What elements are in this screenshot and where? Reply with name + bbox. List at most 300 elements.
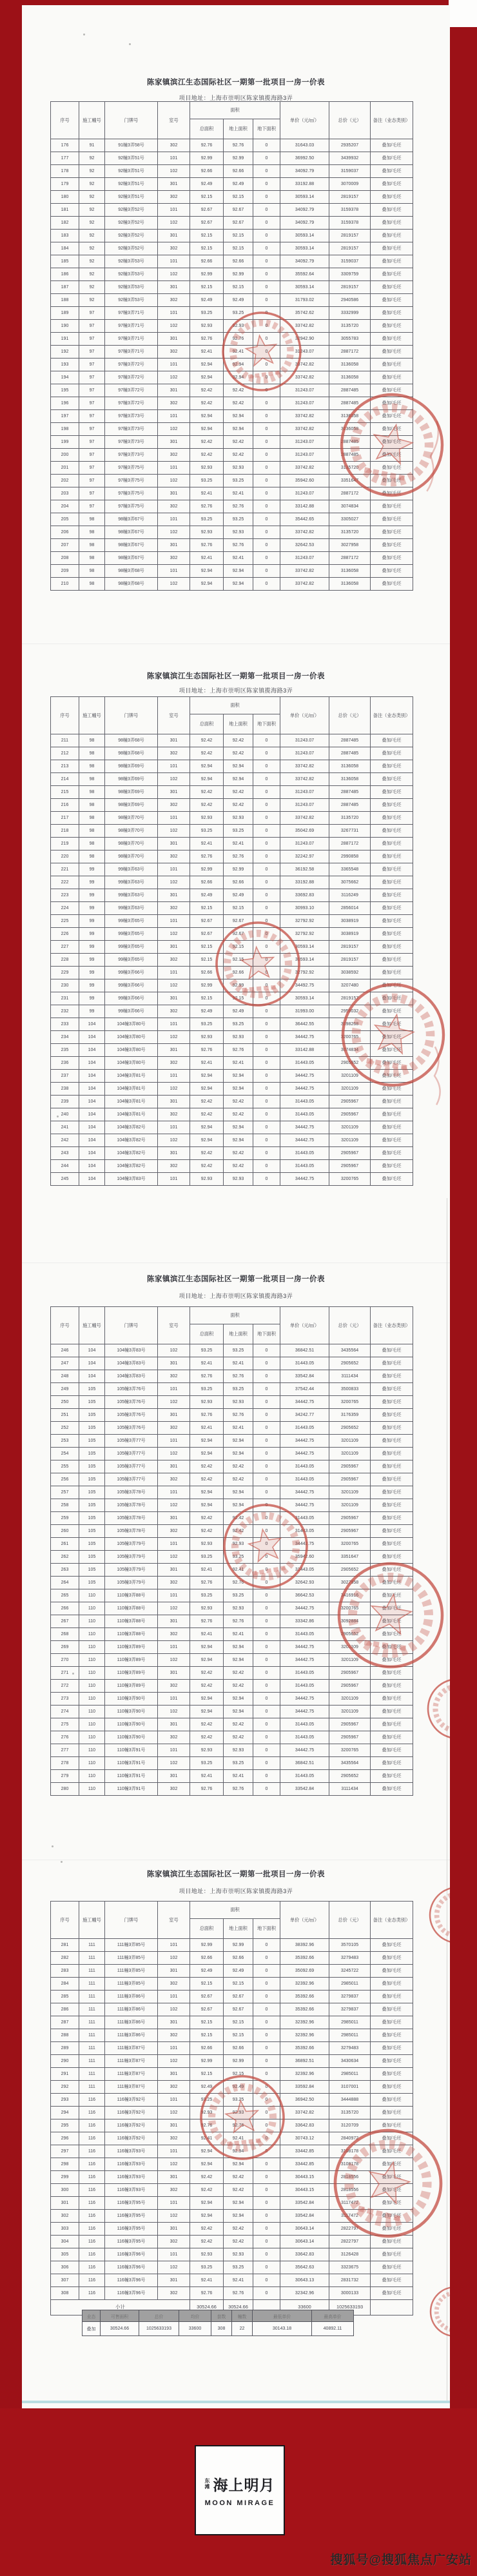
table-cell: 30993.10 <box>280 902 329 915</box>
table-cell: 92.42 <box>224 1667 253 1680</box>
table-cell: 99 <box>79 915 105 928</box>
table-cell: 0 <box>253 371 280 384</box>
table-cell: 92.76 <box>224 500 253 513</box>
table-cell: 2822797 <box>329 2236 371 2248</box>
table-cell: 247 <box>51 1357 79 1370</box>
table-cell: 116 <box>79 2171 105 2184</box>
table-cell: 92.94 <box>224 2158 253 2171</box>
table-cell: 92.15 <box>190 1978 224 1991</box>
table-cell: 3201109 <box>329 1134 371 1147</box>
table-cell: 2887172 <box>329 838 371 850</box>
table-cell: 3136058 <box>329 565 371 578</box>
table-cell: 3267731 <box>329 825 371 838</box>
table-cell: 289 <box>51 2042 79 2055</box>
table-cell: 102 <box>158 2055 190 2068</box>
table-cell: 234 <box>51 1031 79 1044</box>
table-cell: 180 <box>51 191 79 204</box>
table-cell: 32342.96 <box>280 2287 329 2300</box>
table-cell: 3070009 <box>329 178 371 191</box>
table-cell: 101 <box>158 1991 190 2003</box>
table-cell: 33542.84 <box>280 2197 329 2210</box>
table-cell: 92.94 <box>224 760 253 773</box>
table-row <box>51 941 413 954</box>
table-cell: 92.94 <box>224 1435 253 1448</box>
scan-speck <box>72 1673 74 1675</box>
table-cell: 287 <box>51 2016 79 2029</box>
table-cell: 274 <box>51 1706 79 1718</box>
table-cell: 92.93 <box>224 2248 253 2261</box>
table-cell: 92.15 <box>224 191 253 204</box>
table-cell: 105 <box>79 1383 105 1396</box>
table-cell: 116幢3弄95号 <box>105 2236 158 2248</box>
table-cell: 271 <box>51 1667 79 1680</box>
table-cell: 0 <box>253 475 280 487</box>
table-cell: 101 <box>158 1435 190 1448</box>
table-cell: 110幢3弄88号 <box>105 1628 158 1641</box>
table-cell: 0 <box>253 397 280 410</box>
table-cell: 33642.83 <box>280 2248 329 2261</box>
table-cell: 200 <box>51 449 79 462</box>
table-cell: 叠加/毛坯 <box>371 436 413 449</box>
table-row <box>51 539 413 552</box>
table-cell: 238 <box>51 1083 79 1096</box>
table-cell: 110幢3弄91号 <box>105 1744 158 1757</box>
table-cell: 0 <box>253 1783 280 1796</box>
table-cell: 34442.75 <box>280 1121 329 1134</box>
table-cell: 2905652 <box>329 1422 371 1435</box>
table-cell: 297 <box>51 2145 79 2158</box>
table-cell: 104 <box>79 1108 105 1121</box>
summary-header-row <box>83 2310 354 2322</box>
table-cell: 32392.96 <box>280 1978 329 1991</box>
table-cell: 3398268 <box>329 1018 371 1031</box>
table-cell: 0 <box>253 204 280 217</box>
table-cell: 302 <box>158 191 190 204</box>
table-cell: 97 <box>79 410 105 423</box>
table-cell: 93.25 <box>224 1344 253 1357</box>
table-cell: 2935207 <box>329 139 371 152</box>
table-cell: 101 <box>158 2145 190 2158</box>
table-cell: 267 <box>51 1615 79 1628</box>
table-cell: 0 <box>253 487 280 500</box>
table-cell: 93.25 <box>190 1589 224 1602</box>
table-cell: 3159378 <box>329 204 371 217</box>
table-cell: 92.99 <box>224 2055 253 2068</box>
table-cell: 2985011 <box>329 1978 371 1991</box>
table-cell: 92.93 <box>224 1538 253 1551</box>
table-cell: 92幢3弄52号 <box>105 242 158 255</box>
table-cell: 294 <box>51 2107 79 2119</box>
col-header-building: 施工幢号 <box>79 1307 105 1344</box>
table-cell: 0 <box>253 1057 280 1070</box>
table-cell: 102 <box>158 423 190 436</box>
table-row <box>51 1344 413 1357</box>
table-cell: 92.42 <box>224 1512 253 1525</box>
table-cell: 110 <box>79 1731 105 1744</box>
table-cell: 31443.05 <box>280 1512 329 1525</box>
table-cell: 223 <box>51 889 79 902</box>
table-cell: 92.41 <box>190 1057 224 1070</box>
table-cell: 0 <box>253 1965 280 1978</box>
table-cell: 2887172 <box>329 346 371 359</box>
price-table <box>50 101 413 591</box>
table-cell: 92.94 <box>224 1693 253 1706</box>
table-cell: 98幢3弄69号 <box>105 786 158 799</box>
table-cell: 32392.96 <box>280 2068 329 2081</box>
table-cell: 93.25 <box>190 1757 224 1770</box>
table-cell: 110幢3弄90号 <box>105 1693 158 1706</box>
table-cell: 叠加/毛坯 <box>371 139 413 152</box>
table-cell: 97 <box>79 500 105 513</box>
table-cell: 102 <box>158 165 190 178</box>
table-cell: 105 <box>79 1564 105 1577</box>
table-cell: 301 <box>158 384 190 397</box>
table-row <box>51 967 413 979</box>
table-cell: 288 <box>51 2029 79 2042</box>
table-cell: 105幢3弄79号 <box>105 1551 158 1564</box>
table-cell: 92.94 <box>224 2210 253 2223</box>
col-header-unit-price: 单价（元/㎡） <box>280 697 329 734</box>
table-cell: 176 <box>51 139 79 152</box>
table-row <box>51 436 413 449</box>
table-cell: 261 <box>51 1538 79 1551</box>
table-cell: 叠加/毛坯 <box>371 1370 413 1383</box>
table-cell: 111幢3弄86号 <box>105 2029 158 2042</box>
table-cell: 叠加/毛坯 <box>371 1344 413 1357</box>
table-cell: 36942.50 <box>280 2094 329 2107</box>
table-cell: 92.42 <box>224 1473 253 1486</box>
table-cell: 99幢3弄66号 <box>105 1005 158 1018</box>
table-cell: 102 <box>158 268 190 281</box>
table-row <box>51 230 413 242</box>
table-cell: 92.94 <box>190 2210 224 2223</box>
table-cell: 0 <box>253 889 280 902</box>
table-cell: 99幢3弄66号 <box>105 967 158 979</box>
table-cell: 叠加/毛坯 <box>371 1551 413 1564</box>
table-cell: 3305027 <box>329 513 371 526</box>
table-cell: 叠加/毛坯 <box>371 1654 413 1667</box>
col-header-remark: 备注（业态类别） <box>371 102 413 139</box>
table-cell: 33742.82 <box>280 410 329 423</box>
table-cell: 92.94 <box>190 1641 224 1654</box>
table-cell: 92.49 <box>190 2081 224 2094</box>
table-cell: 98 <box>79 539 105 552</box>
table-cell: 0 <box>253 747 280 760</box>
table-cell: 111幢3弄85号 <box>105 1952 158 1965</box>
col-header-building: 施工幢号 <box>79 697 105 734</box>
table-cell: 0 <box>253 1952 280 1965</box>
table-row <box>51 2223 413 2236</box>
table-cell: 0 <box>253 1031 280 1044</box>
table-cell: 92.42 <box>190 1731 224 1744</box>
table-cell: 0 <box>253 2094 280 2107</box>
table-cell: 3038919 <box>329 915 371 928</box>
table-cell: 92.99 <box>224 863 253 876</box>
table-cell: 93.25 <box>190 2261 224 2274</box>
table-cell: 33192.88 <box>280 876 329 889</box>
table-cell: 111 <box>79 2003 105 2016</box>
table-cell: 301 <box>158 281 190 294</box>
table-cell: 110幢3弄91号 <box>105 1783 158 1796</box>
red-seal-stamp-partial <box>423 1675 450 1743</box>
table-cell: 97 <box>79 384 105 397</box>
table-row <box>51 2107 413 2119</box>
table-cell: 101 <box>158 410 190 423</box>
table-cell: 叠加/毛坯 <box>371 876 413 889</box>
table-row <box>51 255 413 268</box>
table-cell: 92.93 <box>224 812 253 825</box>
table-cell: 92.15 <box>190 2068 224 2081</box>
table-cell: 92.93 <box>224 2107 253 2119</box>
table-cell: 300 <box>51 2184 79 2197</box>
table-cell: 92.15 <box>224 230 253 242</box>
table-cell: 叠加/毛坯 <box>371 1096 413 1108</box>
table-cell: 34092.79 <box>280 217 329 230</box>
table-cell: 101 <box>158 2042 190 2055</box>
table-cell: 92.42 <box>190 1473 224 1486</box>
scan-corner-patch <box>449 0 477 27</box>
table-cell: 302 <box>158 747 190 760</box>
table-cell: 3027958 <box>329 1577 371 1589</box>
table-cell: 30743.12 <box>280 2132 329 2145</box>
table-cell: 99幢3弄65号 <box>105 954 158 967</box>
table-cell: 214 <box>51 773 79 786</box>
table-cell: 285 <box>51 1991 79 2003</box>
table-row <box>51 371 413 384</box>
table-cell: 92.76 <box>224 1577 253 1589</box>
table-cell: 104 <box>79 1018 105 1031</box>
table-row <box>51 2003 413 2016</box>
table-cell: 266 <box>51 1602 79 1615</box>
price-table <box>50 1306 413 1796</box>
table-row <box>51 513 413 526</box>
scan-speck <box>83 34 85 35</box>
table-cell: 116幢3弄92号 <box>105 2094 158 2107</box>
table-cell: 92.42 <box>190 449 224 462</box>
table-cell: 302 <box>158 346 190 359</box>
table-cell: 92 <box>79 281 105 294</box>
table-cell: 92 <box>79 178 105 191</box>
table-cell: 111幢3弄86号 <box>105 1991 158 2003</box>
table-cell: 116 <box>79 2274 105 2287</box>
table-cell: 3201109 <box>329 1448 371 1460</box>
table-cell: 251 <box>51 1409 79 1422</box>
table-cell: 92.42 <box>190 2171 224 2184</box>
table-cell: 0 <box>253 1744 280 1757</box>
table-cell: 97 <box>79 423 105 436</box>
table-cell: 2819157 <box>329 941 371 954</box>
table-row <box>51 2158 413 2171</box>
table-cell: 31793.02 <box>280 294 329 307</box>
table-cell: 302 <box>158 1108 190 1121</box>
table-cell: 101 <box>158 1693 190 1706</box>
table-cell: 99 <box>79 1005 105 1018</box>
table-cell: 92.41 <box>224 2132 253 2145</box>
table-row <box>51 1147 413 1160</box>
table-cell: 302 <box>158 1057 190 1070</box>
table-cell: 叠加/毛坯 <box>371 1602 413 1615</box>
col-header-area-group: 面积 <box>190 1307 280 1324</box>
table-cell: 213 <box>51 760 79 773</box>
table-cell: 叠加/毛坯 <box>371 1486 413 1499</box>
table-cell: 97幢3弄75号 <box>105 487 158 500</box>
subtotal-label: 小计 <box>51 2300 190 2315</box>
col-header-total-price: 总价（元） <box>329 1902 371 1939</box>
table-cell: 32792.92 <box>280 928 329 941</box>
table-cell: 98幢3弄70号 <box>105 812 158 825</box>
table-cell: 116幢3弄95号 <box>105 2223 158 2236</box>
table-cell: 302 <box>158 1783 190 1796</box>
table-cell: 92.94 <box>224 1641 253 1654</box>
table-cell: 92 <box>79 230 105 242</box>
table-row <box>51 178 413 191</box>
table-cell: 31243.07 <box>280 384 329 397</box>
table-cell: 31243.07 <box>280 786 329 799</box>
table-cell: 301 <box>158 1512 190 1525</box>
table-cell: 0 <box>253 2248 280 2261</box>
table-cell: 99 <box>79 889 105 902</box>
table-cell: 0 <box>253 863 280 876</box>
table-cell: 111幢3弄85号 <box>105 1939 158 1952</box>
col-header-total-price: 总价（元） <box>329 697 371 734</box>
table-row <box>51 1757 413 1770</box>
table-cell: 92.94 <box>224 1083 253 1096</box>
table-row <box>51 2029 413 2042</box>
table-cell: 34092.79 <box>280 204 329 217</box>
table-cell: 301 <box>158 941 190 954</box>
table-row <box>51 863 413 876</box>
summary-value-cell: 22 <box>232 2322 253 2336</box>
table-cell: 101 <box>158 1486 190 1499</box>
table-cell: 92.42 <box>224 786 253 799</box>
table-cell: 叠加/毛坯 <box>371 2197 413 2210</box>
table-cell: 92.41 <box>190 838 224 850</box>
table-cell: 92幢3弄51号 <box>105 178 158 191</box>
table-cell: 233 <box>51 1018 79 1031</box>
table-cell: 32942.90 <box>280 333 329 346</box>
table-row <box>51 1018 413 1031</box>
table-cell: 31443.05 <box>280 1667 329 1680</box>
table-cell: 0 <box>253 2210 280 2223</box>
table-cell: 92.93 <box>190 1602 224 1615</box>
table-cell: 0 <box>253 1654 280 1667</box>
table-cell: 110 <box>79 1602 105 1615</box>
summary-value-cell: 33600 <box>179 2322 211 2336</box>
table-cell: 110 <box>79 1770 105 1783</box>
table-row <box>51 876 413 889</box>
table-row <box>51 2184 413 2197</box>
table-cell: 270 <box>51 1654 79 1667</box>
table-cell: 2985011 <box>329 2029 371 2042</box>
table-cell: 92.93 <box>224 1396 253 1409</box>
table-cell: 0 <box>253 1473 280 1486</box>
table-cell: 306 <box>51 2261 79 2274</box>
price-table-page-2 <box>50 696 413 1186</box>
table-cell: 92幢3弄53号 <box>105 294 158 307</box>
table-cell: 92.94 <box>190 2197 224 2210</box>
table-cell: 0 <box>253 565 280 578</box>
table-cell: 叠加/毛坯 <box>371 165 413 178</box>
table-cell: 0 <box>253 902 280 915</box>
col-header-unit-price: 单价（元/㎡） <box>280 1902 329 1939</box>
table-cell: 101 <box>158 152 190 165</box>
table-row <box>51 500 413 513</box>
table-cell: 302 <box>158 1525 190 1538</box>
table-cell: 30593.14 <box>280 230 329 242</box>
table-cell: 34442.75 <box>280 1435 329 1448</box>
table-cell: 34492.75 <box>280 979 329 992</box>
table-cell: 116 <box>79 2145 105 2158</box>
table-cell: 叠加/毛坯 <box>371 1147 413 1160</box>
col-header-total-area: 总面积 <box>190 714 224 734</box>
table-cell: 99 <box>79 992 105 1005</box>
table-cell: 0 <box>253 2068 280 2081</box>
table-cell: 101 <box>158 967 190 979</box>
col-header-above-area: 地上面积 <box>224 1919 253 1939</box>
table-cell: 0 <box>253 1991 280 2003</box>
table-cell: 叠加/毛坯 <box>371 1577 413 1589</box>
table-cell: 0 <box>253 2274 280 2287</box>
table-cell: 34442.75 <box>280 1396 329 1409</box>
table-cell: 0 <box>253 1134 280 1147</box>
table-cell: 叠加/毛坯 <box>371 1589 413 1602</box>
table-cell: 104 <box>79 1147 105 1160</box>
table-cell: 97 <box>79 371 105 384</box>
table-cell: 92.15 <box>190 242 224 255</box>
table-cell: 3200765 <box>329 1744 371 1757</box>
table-cell: 104 <box>79 1031 105 1044</box>
col-header-unit-price: 单价（元/㎡） <box>280 1307 329 1344</box>
table-row <box>51 139 413 152</box>
table-cell: 110 <box>79 1615 105 1628</box>
table-cell: 92幢3弄51号 <box>105 191 158 204</box>
table-cell: 298 <box>51 2158 79 2171</box>
col-header-seq: 序号 <box>51 1307 79 1344</box>
table-cell: 92.93 <box>190 2248 224 2261</box>
table-cell: 98 <box>79 565 105 578</box>
table-cell: 186 <box>51 268 79 281</box>
table-cell: 92.76 <box>224 1044 253 1057</box>
table-cell: 105幢3弄78号 <box>105 1525 158 1538</box>
table-cell: 叠加/毛坯 <box>371 915 413 928</box>
price-table-page-4 <box>50 1901 413 2315</box>
table-cell: 35742.62 <box>280 307 329 320</box>
table-cell: 99幢3弄66号 <box>105 979 158 992</box>
table-cell: 叠加/毛坯 <box>371 191 413 204</box>
table-cell: 97 <box>79 320 105 333</box>
table-cell: 92.76 <box>190 1044 224 1057</box>
table-row <box>51 1615 413 1628</box>
table-cell: 211 <box>51 734 79 747</box>
table-cell: 101 <box>158 1641 190 1654</box>
table-row <box>51 1551 413 1564</box>
table-cell: 92.94 <box>224 2197 253 2210</box>
summary-value-cell: 308 <box>211 2322 232 2336</box>
table-cell: 92 <box>79 165 105 178</box>
table-cell: 叠加/毛坯 <box>371 1641 413 1654</box>
table-cell: 187 <box>51 281 79 294</box>
table-cell: 302 <box>158 552 190 565</box>
table-cell: 34442.75 <box>280 1538 329 1551</box>
table-row <box>51 902 413 915</box>
logo-row <box>205 2473 275 2495</box>
table-cell: 叠加/毛坯 <box>371 526 413 539</box>
table-cell: 32642.53 <box>280 539 329 552</box>
table-cell: 34442.75 <box>280 1083 329 1096</box>
table-cell: 叠加/毛坯 <box>371 294 413 307</box>
table-cell: 248 <box>51 1370 79 1383</box>
table-cell: 92幢3弄53号 <box>105 281 158 294</box>
